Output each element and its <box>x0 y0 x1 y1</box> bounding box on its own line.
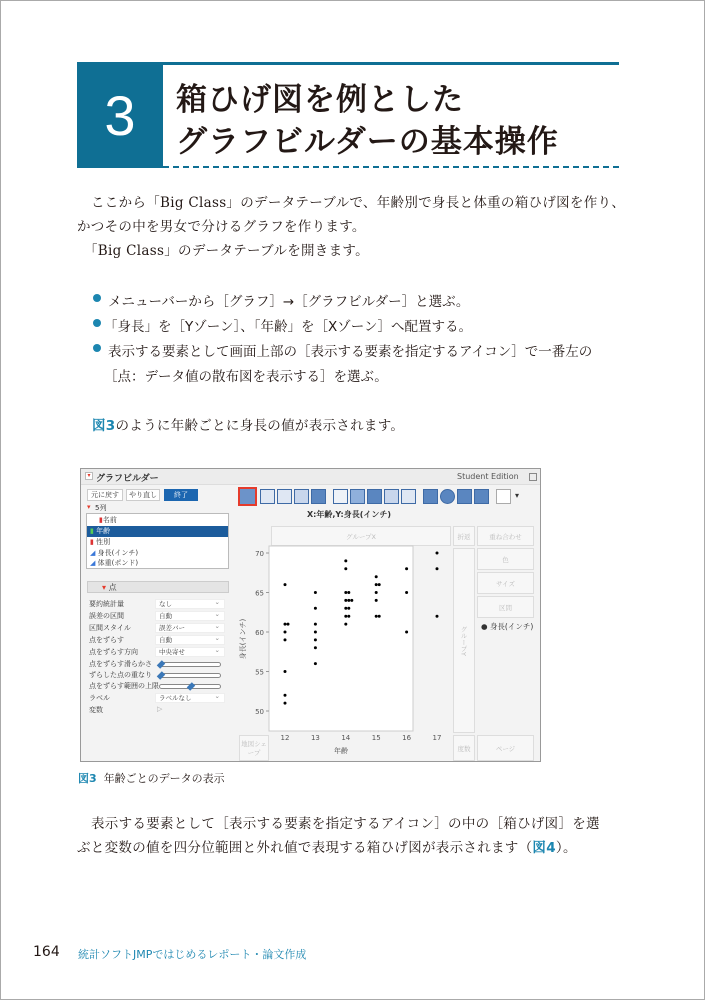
data-point <box>284 702 287 705</box>
data-point <box>344 607 347 610</box>
data-point <box>347 599 350 602</box>
data-point <box>314 631 317 634</box>
histogram-element-icon[interactable] <box>401 489 416 504</box>
data-point <box>284 638 287 641</box>
setting-select[interactable]: 誤差バー ⌄ <box>155 623 225 633</box>
pie-element-icon[interactable] <box>440 489 455 504</box>
data-point <box>405 631 408 634</box>
section-title-line2: グラフビルダーの基本操作 <box>176 124 559 160</box>
data-point <box>344 559 347 562</box>
treemap-element-icon[interactable] <box>457 489 472 504</box>
bullet-icon <box>93 319 101 327</box>
paragraph-line: ぶと変数の値を四分位範囲と外れ値で表現する箱ひげ図が表示されます（図4）。 <box>77 840 577 856</box>
slider[interactable] <box>159 684 221 689</box>
data-point <box>344 599 347 602</box>
red-triangle-menu-icon[interactable]: ▾ <box>85 472 93 480</box>
x-tick-label: 14 <box>341 734 351 742</box>
group-x-zone[interactable]: グループX <box>271 526 451 546</box>
column-item-selected[interactable]: ▮ 年齢 <box>87 526 228 537</box>
smoother-element-icon[interactable] <box>277 489 292 504</box>
y-tick-label: 70 <box>255 550 264 558</box>
slider-label: ずらした点の重なり <box>89 671 152 679</box>
undo-button[interactable]: 元に戻す <box>87 489 123 501</box>
setting-label: 誤差の区間 <box>89 612 124 620</box>
wrap-zone[interactable]: 折返 <box>453 526 475 546</box>
interval-zone[interactable]: 区間 <box>477 596 534 618</box>
slider-label: 点をずらす範囲の上限 <box>89 682 159 690</box>
figref-text: のように年齢ごとに身長の値が表示されます。 <box>115 418 405 434</box>
slider[interactable] <box>159 673 221 678</box>
edition-label: Student Edition <box>457 472 519 481</box>
data-point <box>405 567 408 570</box>
figure-reference <box>92 414 404 434</box>
points-section-header[interactable]: ▾ 点 <box>87 581 229 593</box>
size-zone[interactable]: サイズ <box>477 572 534 594</box>
intro-line: 「Big Class」のデータテーブルを開きます。 <box>84 243 369 259</box>
setting-select[interactable]: 自動 ⌄ <box>155 611 225 621</box>
data-point <box>314 662 317 665</box>
variables-label: 変数 <box>89 706 103 714</box>
y-tick-label: 50 <box>255 708 264 716</box>
y-tick-label: 60 <box>255 629 264 637</box>
done-button[interactable]: 終了 <box>164 489 198 501</box>
x-tick-label: 17 <box>432 734 442 742</box>
data-point <box>375 599 378 602</box>
setting-select[interactable]: 自動 ⌄ <box>155 635 225 645</box>
group-y-zone[interactable]: グループY <box>453 548 475 733</box>
data-point <box>344 623 347 626</box>
data-point <box>436 552 439 555</box>
data-point <box>347 615 350 618</box>
setting-label: 要約統計量 <box>89 600 124 608</box>
graph-builder-window <box>80 468 541 762</box>
ellipse-element-icon[interactable] <box>294 489 309 504</box>
redo-button[interactable]: やり直し <box>126 489 160 501</box>
setting-select[interactable]: ラベルなし ⌄ <box>155 693 225 703</box>
x-tick-label: 12 <box>280 734 290 742</box>
expand-triangle-icon[interactable]: ▷ <box>157 705 163 713</box>
column-item[interactable]: ◢ 体重(ポンド) <box>90 559 139 567</box>
bullet-item: 表示する要素として画面上部の［表示する要素を指定するアイコン］で一番左の <box>108 344 593 360</box>
window-title: グラフビルダー <box>96 474 159 484</box>
data-point <box>284 694 287 697</box>
caption-label: 図3 <box>78 772 97 785</box>
title-rule <box>163 62 619 65</box>
data-point <box>375 615 378 618</box>
continuous-icon: ◢ <box>90 549 98 557</box>
bullet-item: ［点：データ値の散布図を表示する］を選ぶ。 <box>104 369 388 385</box>
data-point <box>284 623 287 626</box>
nominal-icon: ▮ <box>99 516 103 524</box>
x-tick-label: 15 <box>371 734 381 742</box>
data-point <box>347 607 350 610</box>
data-point <box>287 623 290 626</box>
data-point <box>314 638 317 641</box>
scatter-plot <box>231 539 453 761</box>
setting-select[interactable]: なし ⌄ <box>155 599 225 609</box>
heatmap-element-icon[interactable] <box>423 489 438 504</box>
bar-element-icon[interactable] <box>350 489 365 504</box>
data-point <box>314 623 317 626</box>
data-point <box>314 591 317 594</box>
line-element-icon[interactable] <box>333 489 348 504</box>
overlay-zone[interactable]: 重ね合わせ <box>477 526 534 546</box>
data-point <box>314 646 317 649</box>
bullet-item: 「身長」を［Yゾーン］、「年齢」を［Xゾーン］へ配置する。 <box>104 319 472 335</box>
red-triangle-icon[interactable]: ▾ <box>87 503 91 511</box>
color-zone[interactable]: 色 <box>477 548 534 570</box>
setting-select[interactable]: 中央寄せ ⌄ <box>155 647 225 657</box>
title-dashed-rule <box>163 166 619 168</box>
data-point <box>344 591 347 594</box>
y-tick-label: 55 <box>255 668 264 677</box>
data-point <box>314 607 317 610</box>
data-point <box>378 615 381 618</box>
red-triangle-icon: ▾ <box>102 583 109 592</box>
intro-line: かつその中を男女で分けるグラフを作ります。 <box>77 219 366 235</box>
data-point <box>284 631 287 634</box>
contour-element-icon[interactable] <box>311 489 326 504</box>
book-title: 統計ソフトJMPではじめるレポート・論文作成 <box>78 948 307 961</box>
figure4-reference: 図4 <box>532 840 556 856</box>
jitter-element-icon[interactable] <box>260 489 275 504</box>
figure-caption <box>78 770 225 786</box>
intro-line: ここから「Big Class」のデータテーブルで、年齢別で身長と体重の箱ひげ図を作り、 <box>91 195 626 211</box>
column-item[interactable]: ◢ 身長(インチ) <box>90 549 139 557</box>
columns-header: 5列 <box>95 504 107 512</box>
data-point <box>375 591 378 594</box>
map-shape-zone[interactable]: 地図シェープ <box>239 735 269 761</box>
setting-label: 点をずらす <box>89 636 124 644</box>
x-axis-label: 年齢 <box>334 747 348 755</box>
data-point <box>436 615 439 618</box>
x-tick-label: 13 <box>310 734 320 742</box>
ordinal-icon: ▮ <box>90 527 97 535</box>
column-item[interactable]: ▮ 性別 <box>90 538 111 546</box>
paragraph-line: 表示する要素として［表示する要素を指定するアイコン］の中の［箱ひげ図］を選 <box>91 816 600 832</box>
mosaic-element-icon[interactable] <box>474 489 489 504</box>
setting-label: 区間スタイル <box>89 624 131 632</box>
page-zone[interactable]: ページ <box>477 735 534 761</box>
column-item[interactable]: ▮名前 <box>99 516 117 524</box>
data-point <box>344 615 347 618</box>
caption-box-icon[interactable] <box>496 489 511 504</box>
points-element-icon[interactable] <box>238 487 257 506</box>
figref-label: 図3 <box>92 418 116 434</box>
data-point <box>375 575 378 578</box>
freq-zone[interactable]: 度数 <box>453 735 475 761</box>
y-axis-label: 身長(インチ) <box>239 618 247 660</box>
boxplot-element-icon[interactable] <box>384 489 399 504</box>
continuous-icon: ◢ <box>90 559 98 567</box>
data-point <box>378 583 381 586</box>
setting-label: 点をずらす方向 <box>89 648 138 656</box>
data-point <box>405 591 408 594</box>
graph-title: X:年齢,Y:身長(インチ) <box>307 510 392 519</box>
data-point <box>436 567 439 570</box>
bullet-icon <box>93 294 101 302</box>
slider[interactable] <box>159 662 221 667</box>
data-point <box>284 670 287 673</box>
plot-area <box>269 546 413 731</box>
setting-label: ラベル <box>89 694 110 702</box>
more-elements-icon[interactable]: ▾ <box>515 491 520 500</box>
y-tick-label: 65 <box>255 589 264 598</box>
caption-text: 年齢ごとのデータの表示 <box>103 772 225 785</box>
slider-label: 点をずらす滑らかさ <box>89 660 152 668</box>
window-maximize-icon[interactable] <box>529 473 537 481</box>
section-number: 3 <box>77 62 163 168</box>
data-point <box>284 583 287 586</box>
x-tick-label: 16 <box>402 734 412 742</box>
bullet-icon <box>93 344 101 352</box>
bullet-item: メニューバーから［グラフ］→［グラフビルダー］と選ぶ。 <box>108 294 470 310</box>
data-point <box>350 599 353 602</box>
area-element-icon[interactable] <box>367 489 382 504</box>
data-point <box>344 567 347 570</box>
data-point <box>347 591 350 594</box>
section-title-line1: 箱ひげ図を例とした <box>176 82 464 118</box>
page-number: 164 <box>33 944 60 960</box>
data-point <box>375 583 378 586</box>
legend-item: ● 身長(インチ) <box>481 622 534 631</box>
nominal-icon: ▮ <box>90 538 97 546</box>
